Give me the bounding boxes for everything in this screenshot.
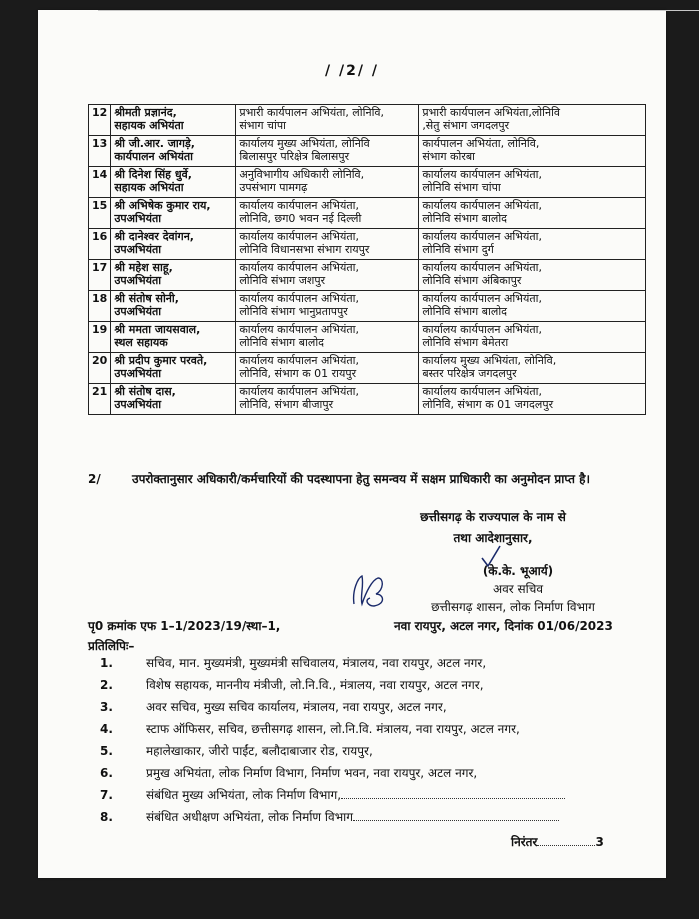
cc-list-item (100, 652, 660, 674)
cc-item-text: प्रमुख अभियंता, लोक निर्माण विभाग, निर्माण भवन, नवा रायपुर, अटल नगर, (146, 766, 478, 780)
officer-name-cell-line: कार्यपालन अभियंता (114, 150, 193, 163)
current-posting-cell (236, 198, 419, 229)
current-posting-cell (236, 291, 419, 322)
new-posting-cell-line: संभाग कोरबा (422, 150, 475, 163)
current-posting-cell-line: लोनिवि, संभाग क 01 रायपुर (239, 367, 357, 380)
current-posting-cell (236, 136, 419, 167)
continued-label: निरंतर (511, 835, 538, 849)
current-posting-cell-line: प्रभारी कार्यपालन अभियंता, लोनिवि, (239, 106, 385, 119)
serial-number-cell: 15 (89, 198, 111, 229)
current-posting-cell (236, 167, 419, 198)
serial-number-cell: 13 (89, 136, 111, 167)
officer-name-cell-line: श्री ममता जायसवाल, (114, 323, 201, 336)
officer-name-cell (111, 229, 236, 260)
new-posting-cell-line: कार्यालय कार्यपालन अभियंता, (422, 168, 542, 181)
reference-number: पृ0 क्रमांक एफ 1–1/2023/19/स्था–1, (88, 619, 281, 633)
serial-number-cell: 18 (89, 291, 111, 322)
officer-name-cell-line: श्री प्रदीप कुमार परवते, (114, 354, 208, 367)
new-posting-cell-line: लोनिवि संभाग बेमेतरा (422, 336, 509, 349)
officer-name-cell-line: श्री संतोष सोनी, (114, 292, 179, 305)
cc-item-number: 3. (100, 700, 113, 714)
serial-number-cell: 16 (89, 229, 111, 260)
serial-number-cell: 14 (89, 167, 111, 198)
new-posting-cell (419, 105, 646, 136)
new-posting-cell-line: लोनिवि संभाग दुर्ग (422, 243, 494, 256)
place-and-date: नवा रायपुर, अटल नगर, दिनांक 01/06/2023 (394, 619, 613, 633)
new-posting-cell-line: लोनिवि संभाग बालोद (422, 212, 508, 225)
current-posting-cell-line: कार्यालय कार्यपालन अभियंता, (239, 385, 359, 398)
cc-item-text: महालेखाकार, जीरो पाईंट, बलौदाबाजार रोड, रायपुर, (146, 744, 373, 758)
officer-name-cell (111, 260, 236, 291)
cc-item-text: संबंधित मुख्य अभियंता, लोक निर्माण विभाग, (146, 788, 342, 802)
new-posting-cell-line: लोनिवि संभाग बालोद (422, 305, 508, 318)
new-posting-cell (419, 384, 646, 415)
new-posting-cell (419, 229, 646, 260)
officer-name-cell-line: श्रीमती प्रज्ञानंद, (114, 106, 177, 119)
serial-number-cell: 21 (89, 384, 111, 415)
officer-name-cell-line: श्री महेश साहू, (114, 261, 173, 274)
cc-item-text: सचिव, मान. मुख्यमंत्री, मुख्यमंत्री सचिवालय, मंत्रालय, नवा रायपुर, अटल नगर, (146, 656, 487, 670)
current-posting-cell-line: संभाग चांपा (239, 119, 286, 132)
new-posting-cell (419, 291, 646, 322)
transfer-table (88, 104, 646, 415)
officer-name-cell (111, 291, 236, 322)
cc-item-text: स्टाफ ऑफिसर, सचिव, छत्तीसगढ़ शासन, लो.नि.वि. मंत्रालय, नवा रायपुर, अटल नगर, (146, 722, 520, 736)
new-posting-cell-line: लोनिवि संभाग अंबिकापुर (422, 274, 522, 287)
signature-line-1: छत्तीसगढ़ के राज्यपाल के नाम से (420, 510, 566, 524)
current-posting-cell-line: कार्यालय कार्यपालन अभियंता, (239, 354, 359, 367)
document-page (38, 10, 666, 878)
current-posting-cell (236, 384, 419, 415)
signature-line-2: तथा आदेशानुसार, (453, 531, 533, 545)
table-row (89, 384, 646, 415)
officer-name-cell-line: सहायक अभियंता (114, 119, 184, 132)
cc-list-item (100, 674, 660, 696)
table-row (89, 167, 646, 198)
continued-page: 3 (595, 835, 604, 849)
officer-name-cell (111, 167, 236, 198)
cc-item-number: 2. (100, 678, 113, 692)
current-posting-cell-line: अनुविभागीय अधिकारी लोनिवि, (239, 168, 365, 181)
officer-name-cell-line: श्री अभिषेक कुमार राय, (114, 199, 211, 212)
officer-name-cell-line: श्री दानेश्वर देवांगन, (114, 230, 194, 243)
new-posting-cell-line: लोनिवि, संभाग क 01 जगदलपुर (422, 398, 554, 411)
new-posting-cell-line: कार्यालय कार्यपालन अभियंता, (422, 385, 542, 398)
officer-name-cell-line: श्री संतोष दास, (114, 385, 176, 398)
officer-name-cell-line: उपअभियंता (114, 274, 162, 287)
officer-name-cell-line: उपअभियंता (114, 212, 162, 225)
new-posting-cell (419, 353, 646, 384)
serial-number-cell: 20 (89, 353, 111, 384)
fill-in-dots (341, 786, 565, 799)
fill-in-dots (353, 808, 559, 821)
cc-item-text: विशेष सहायक, माननीय मंत्रीजी, लो.नि.वि., मंत्रालय, नवा रायपुर, अटल नगर, (146, 678, 484, 692)
current-posting-cell-line: बिलासपुर परिक्षेत्र बिलासपुर (239, 150, 350, 163)
current-posting-cell-line: कार्यालय कार्यपालन अभियंता, (239, 292, 359, 305)
cc-item-number: 5. (100, 744, 113, 758)
current-posting-cell-line: लोनिवि, छग0 भवन नई दिल्ली (239, 212, 362, 225)
officer-name-cell-line: उपअभियंता (114, 243, 162, 256)
cc-item-number: 4. (100, 722, 113, 736)
current-posting-cell-line: कार्यालय मुख्य अभियंता, लोनिवि (239, 137, 370, 150)
current-posting-cell (236, 229, 419, 260)
paragraph-number: 2/ (88, 472, 101, 486)
table-row (89, 198, 646, 229)
new-posting-cell (419, 322, 646, 353)
page-number: / /2/ / (325, 63, 379, 79)
cc-heading: प्रतिलिपिः– (88, 639, 135, 653)
cc-item-number: 7. (100, 788, 113, 802)
officer-name-cell (111, 353, 236, 384)
current-posting-cell (236, 322, 419, 353)
continued-marker (511, 833, 604, 850)
paragraph-text: उपरोक्तानुसार अधिकारी/कर्मचारियों की पदस्थापना हेतु समन्वय में सक्षम प्राधिकारी का अनुमोदन प्राप्त है। (132, 472, 591, 486)
new-posting-cell (419, 167, 646, 198)
officer-name-cell (111, 136, 236, 167)
officer-name-cell-line: श्री जी.आर. जागड़े, (114, 137, 195, 150)
cc-list-item (100, 762, 660, 784)
cc-list (100, 652, 660, 828)
table-row (89, 105, 646, 136)
table-row (89, 291, 646, 322)
new-posting-cell-line: बस्तर परिक्षेत्र जगदलपुर (422, 367, 517, 380)
current-posting-cell-line: लोनिवि संभाग जशपुर (239, 274, 326, 287)
new-posting-cell-line: कार्यालय कार्यपालन अभियंता, (422, 292, 542, 305)
current-posting-cell-line: कार्यालय कार्यपालन अभियंता, (239, 261, 359, 274)
officer-name-cell (111, 105, 236, 136)
cc-item-number: 6. (100, 766, 113, 780)
cc-item-text: संबंधित अधीक्षण अभियंता, लोक निर्माण विभाग (146, 810, 354, 824)
current-posting-cell (236, 105, 419, 136)
table-row (89, 353, 646, 384)
new-posting-cell (419, 136, 646, 167)
new-posting-cell-line: कार्यालय कार्यपालन अभियंता, (422, 199, 542, 212)
new-posting-cell-line: कार्यालय कार्यपालन अभियंता, (422, 323, 542, 336)
signatory-name: (के.के. भूआर्य) (482, 564, 554, 578)
table-row (89, 322, 646, 353)
new-posting-cell (419, 260, 646, 291)
continued-dots (537, 833, 595, 846)
cc-list-item (100, 718, 660, 740)
officer-name-cell-line: स्थल सहायक (114, 336, 168, 349)
officer-name-cell (111, 322, 236, 353)
current-posting-cell-line: लोनिवि, संभाग बीजापुर (239, 398, 334, 411)
cc-list-item (100, 806, 660, 828)
cc-item-number: 1. (100, 656, 113, 670)
current-posting-cell-line: उपसंभाग पामगढ़ (239, 181, 308, 194)
current-posting-cell-line: लोनिवि संभाग बालोद (239, 336, 325, 349)
current-posting-cell (236, 353, 419, 384)
signatory-department: छत्तीसगढ़ शासन, लोक निर्माण विभाग (431, 600, 595, 614)
officer-name-cell (111, 384, 236, 415)
new-posting-cell-line: कार्यालय कार्यपालन अभियंता, (422, 261, 542, 274)
serial-number-cell: 12 (89, 105, 111, 136)
new-posting-cell-line: कार्यालय मुख्य अभियंता, लोनिवि, (422, 354, 557, 367)
officer-name-cell-line: श्री दिनेश सिंह धुर्वे, (114, 168, 192, 181)
approval-paragraph (88, 468, 646, 490)
signatory-designation: अवर सचिव (492, 582, 544, 596)
officer-name-cell-line: उपअभियंता (114, 367, 162, 380)
serial-number-cell: 17 (89, 260, 111, 291)
current-posting-cell-line: कार्यालय कार्यपालन अभियंता, (239, 323, 359, 336)
officer-name-cell-line: उपअभियंता (114, 398, 162, 411)
table-row (89, 260, 646, 291)
new-posting-cell-line: ,सेतु संभाग जगदलपुर (422, 119, 510, 132)
current-posting-cell-line: कार्यालय कार्यपालन अभियंता, (239, 199, 359, 212)
new-posting-cell-line: कार्यपालन अभियंता, लोनिवि, (422, 137, 540, 150)
officer-name-cell-line: सहायक अभियंता (114, 181, 184, 194)
current-posting-cell (236, 260, 419, 291)
new-posting-cell-line: लोनिवि संभाग चांपा (422, 181, 501, 194)
new-posting-cell (419, 198, 646, 229)
reference-line (88, 617, 658, 634)
cc-list-item (100, 740, 660, 762)
new-posting-cell-line: कार्यालय कार्यपालन अभियंता, (422, 230, 542, 243)
current-posting-cell-line: लोनिवि संभाग भानुप्रतापपुर (239, 305, 348, 318)
current-posting-cell-line: लोनिवि विधानसभा संभाग रायपुर (239, 243, 370, 256)
officer-name-cell-line: उपअभियंता (114, 305, 162, 318)
cc-list-item (100, 696, 660, 718)
top-edge-line (98, 10, 699, 11)
cc-item-text: अवर सचिव, मुख्य सचिव कार्यालय, मंत्रालय, नवा रायपुर, अटल नगर, (146, 700, 447, 714)
current-posting-cell-line: कार्यालय कार्यपालन अभियंता, (239, 230, 359, 243)
serial-number-cell: 19 (89, 322, 111, 353)
cc-list-item (100, 784, 660, 806)
officer-name-cell (111, 198, 236, 229)
table-row (89, 136, 646, 167)
table-row (89, 229, 646, 260)
new-posting-cell-line: प्रभारी कार्यपालन अभियंता,लोनिवि (422, 106, 561, 119)
cc-item-number: 8. (100, 810, 113, 824)
